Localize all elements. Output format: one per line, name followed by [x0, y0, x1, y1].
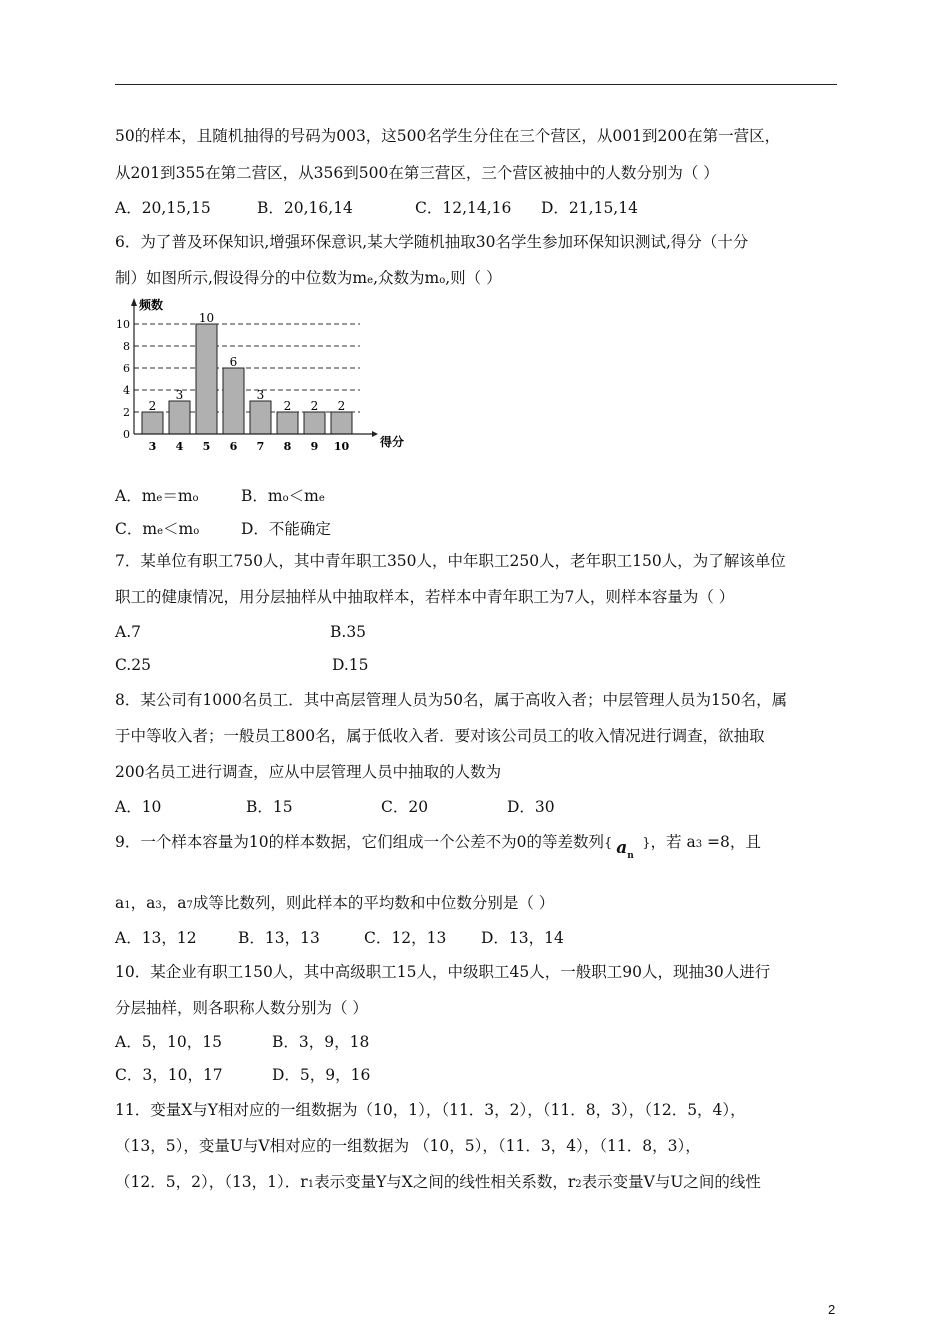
q11-line-1: 11．变量X与Y相对应的一组数据为（10，1），（11．3，2），（11．8，3），（12．5，4），: [115, 1101, 746, 1119]
bar-4: [169, 401, 190, 434]
q5-line-2: 从201到355在第二营区，从356到500在第三营区，三个营区被抽中的人数分别为（ ）: [115, 164, 719, 182]
q8-option-a: A．10: [115, 798, 162, 816]
q11-line-3: （12．5，2），（13，1）．r1表示变量Y与X之间的线性相关系数，r2表示变量V与U之间的线性: [115, 1173, 761, 1191]
q6-line-1: 6．为了普及环保知识,增强环保意识,某大学随机抽取30名学生参加环保知识测试,得分（十分: [115, 233, 749, 251]
q9-option-c: C．12，13: [364, 929, 447, 947]
x-tick-label-10: 10: [333, 440, 350, 453]
x-tick-label-4: 4: [175, 440, 184, 453]
q10-option-b: B．3，9，18: [272, 1033, 370, 1051]
data-label-6: 6: [229, 355, 238, 369]
q5-line-1: 50的样本，且随机抽得的号码为003，这500名学生分住在三个营区，从001到200在第一营区，: [115, 127, 781, 145]
q7-option-d: D.15: [332, 656, 369, 674]
x-tick-label-6: 6: [229, 440, 238, 453]
y-tick-label-4: 4: [123, 384, 130, 397]
data-label-5: 10: [198, 311, 215, 325]
x-tick-label-9: 9: [310, 440, 319, 453]
sequence-a-n: a n: [616, 838, 634, 861]
bar-8: [277, 412, 298, 434]
data-label-3: 2: [148, 399, 157, 413]
q10-line-1: 10．某企业有职工150人，其中高级职工15人，中级职工45人，一般职工90人，现抽30人进行: [115, 963, 771, 981]
score-frequency-bar-chart: [108, 292, 405, 462]
data-label-7: 3: [256, 388, 265, 402]
y-tick-label-0: 0: [123, 428, 130, 441]
q8-option-c: C．20: [381, 798, 429, 816]
x-axis-label: 得分: [380, 435, 405, 449]
q6-option-c: C．me＜mo: [115, 520, 200, 538]
x-tick-label-8: 8: [283, 440, 292, 453]
y-tick-label-8: 8: [123, 340, 130, 353]
q6-line-2: 制）如图所示,假设得分的中位数为me,众数为mo,则（ ）: [115, 269, 502, 287]
bar-9: [304, 412, 325, 434]
q5-option-d: D．21,15,14: [541, 199, 638, 217]
q5-option-c: C．12,14,16: [415, 199, 512, 217]
q8-option-b: B．15: [246, 798, 293, 816]
x-tick-label-3: 3: [148, 440, 157, 453]
bar-6: [223, 368, 244, 434]
y-axis-arrow: [131, 298, 137, 306]
bar-3: [142, 412, 163, 434]
q9-option-d: D．13，14: [481, 929, 564, 947]
q11-line-2: （13，5），变量U与V相对应的一组数据为 （10，5），（11．3，4），（11．8，3），: [115, 1137, 701, 1155]
y-axis-label: 频数: [139, 298, 164, 312]
q9-line-2: a1，a3，a7成等比数列，则此样本的平均数和中位数分别是（ ）: [115, 894, 555, 912]
x-tick-label-5: 5: [202, 440, 211, 453]
y-tick-label-10: 10: [116, 318, 130, 331]
q9-option-a: A．13，12: [115, 929, 197, 947]
y-tick-label-6: 6: [123, 362, 130, 375]
q7-option-b: B.35: [330, 623, 367, 641]
q10-option-c: C．3，10，17: [115, 1066, 223, 1084]
bar-10: [331, 412, 352, 434]
q10-line-2: 分层抽样，则各职称人数分别为（ ）: [115, 999, 368, 1017]
q7-line-2: 职工的健康情况，用分层抽样从中抽取样本，若样本中青年职工为7人，则样本容量为（ ）: [115, 588, 735, 606]
x-axis-arrow: [372, 431, 378, 437]
q8-option-d: D．30: [507, 798, 555, 816]
q7-line-1: 7．某单位有职工750人，其中青年职工350人，中年职工250人，老年职工150人，为了解该单位: [115, 552, 786, 570]
header-rule: [115, 84, 837, 85]
page-number: 2: [828, 1302, 836, 1317]
q8-line-1: 8．某公司有1000名员工．其中高层管理人员为50名，属于高收入者；中层管理人员为150名，属: [115, 691, 788, 709]
data-label-4: 3: [175, 388, 184, 402]
q8-line-3: 200名员工进行调查，应从中层管理人员中抽取的人数为: [115, 763, 502, 781]
bar-7: [250, 401, 271, 434]
y-tick-label-2: 2: [123, 406, 130, 419]
q7-option-a: A.7: [115, 623, 141, 641]
q6-option-d: D．不能确定: [241, 520, 331, 538]
x-tick-label-7: 7: [256, 440, 265, 453]
q6-option-a: A．me＝mo: [115, 487, 199, 505]
q8-line-2: 于中等收入者；一般员工800名，属于低收入者．要对该公司员工的收入情况进行调查，欲抽取: [115, 727, 765, 745]
q5-option-b: B．20,16,14: [257, 199, 353, 217]
q9-option-b: B．13，13: [238, 929, 320, 947]
data-label-8: 2: [283, 399, 292, 413]
bar-5: [196, 324, 217, 434]
q10-option-a: A．5，10，15: [115, 1033, 223, 1051]
q7-option-c: C.25: [115, 656, 151, 674]
q9-line-1: 9．一个样本容量为10的样本数据，它们组成一个公差不为0的等差数列{ a n }，若 a3 =8，且: [115, 833, 761, 861]
data-label-10: 2: [337, 399, 346, 413]
q6-option-b: B．mo＜me: [241, 487, 325, 505]
q5-option-a: A．20,15,15: [115, 199, 211, 217]
data-label-9: 2: [310, 399, 319, 413]
q10-option-d: D．5，9，16: [272, 1066, 371, 1084]
